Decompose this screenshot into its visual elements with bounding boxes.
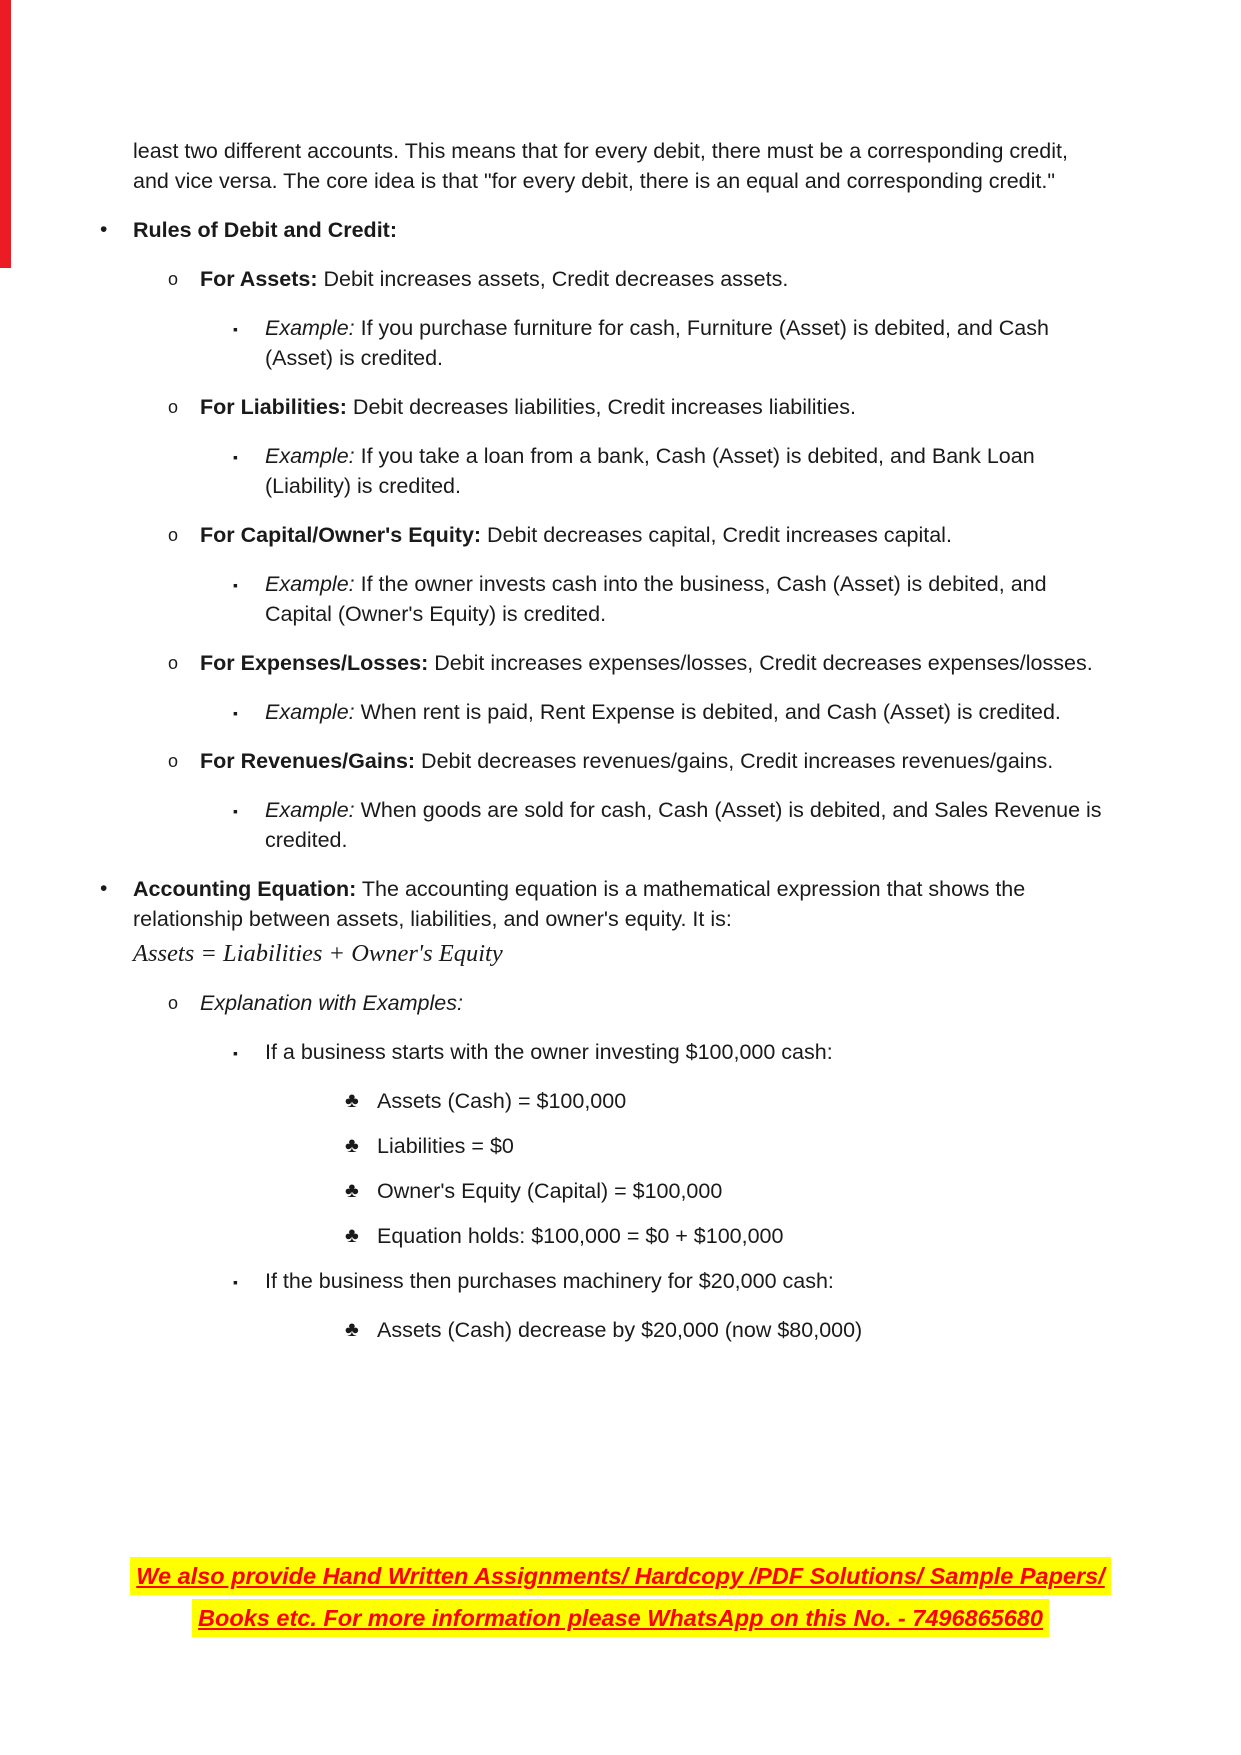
rule-item-assets xyxy=(0,264,1241,294)
document-body xyxy=(0,136,1241,1360)
bullet-square-icon: ▪ xyxy=(233,803,238,819)
bullet-disc-icon: • xyxy=(100,877,108,900)
example-item xyxy=(0,569,1241,629)
rule-text: Debit decreases liabilities, Credit increases liabilities. xyxy=(346,395,856,419)
intro-paragraph: least two different accounts. This means that for every debit, there must be a corresponding credit, and vice versa. The core idea is that "for every debit, there is an equal and corresponding credit." xyxy=(133,139,1068,193)
equation-point-text: Assets (Cash) decrease by $20,000 (now $80,000) xyxy=(377,1318,863,1342)
bullet-square-icon: ▪ xyxy=(233,1045,238,1061)
rule-item-capital xyxy=(0,520,1241,550)
accounting-equation-item xyxy=(0,874,1241,969)
example-item xyxy=(0,697,1241,727)
equation-point-text: Assets (Cash) = $100,000 xyxy=(377,1089,627,1113)
example-text: When rent is paid, Rent Expense is debited, and Cash (Asset) is credited. xyxy=(354,700,1061,724)
rule-label: For Revenues/Gains: xyxy=(200,749,416,773)
equation-point-text: Equation holds: $100,000 = $0 + $100,000 xyxy=(377,1224,784,1248)
equation-point-item xyxy=(0,1086,1241,1116)
explanation-heading: Explanation with Examples: xyxy=(200,991,463,1015)
equation-point-item xyxy=(0,1131,1241,1161)
example-item xyxy=(0,795,1241,855)
equation-point-text: Owner's Equity (Capital) = $100,000 xyxy=(377,1179,723,1203)
bullet-club-icon: ♣ xyxy=(345,1318,359,1341)
footer-line-2: Books etc. For more information please WhatsApp on this No. - 7496865680 xyxy=(192,1599,1049,1637)
equation-example-item xyxy=(0,1037,1241,1067)
equation-point-item xyxy=(0,1315,1241,1345)
rules-heading-item xyxy=(0,215,1241,245)
equation-example-text: If the business then purchases machinery for $20,000 cash: xyxy=(265,1269,834,1293)
example-text: If the owner invests cash into the business, Cash (Asset) is debited, and Capital (Owner's Equity) is credited. xyxy=(265,572,1047,626)
bullet-circle-icon: o xyxy=(168,751,179,771)
bullet-circle-icon: o xyxy=(168,653,179,673)
example-item xyxy=(0,313,1241,373)
example-label: Example: xyxy=(265,444,355,468)
equation-label: Accounting Equation: xyxy=(133,877,357,901)
equation-point-item xyxy=(0,1221,1241,1251)
bullet-club-icon: ♣ xyxy=(345,1134,359,1157)
rule-label: For Capital/Owner's Equity: xyxy=(200,523,482,547)
bullet-square-icon: ▪ xyxy=(233,449,238,465)
bullet-club-icon: ♣ xyxy=(345,1179,359,1202)
rule-item-revenues xyxy=(0,746,1241,776)
example-text: If you purchase furniture for cash, Furniture (Asset) is debited, and Cash (Asset) is credited. xyxy=(265,316,1049,370)
bullet-circle-icon: o xyxy=(168,397,179,417)
footer-line-1: We also provide Hand Written Assignments/ Hardcopy /PDF Solutions/ Sample Papers/ xyxy=(130,1557,1111,1595)
rule-text: Debit increases expenses/losses, Credit decreases expenses/losses. xyxy=(428,651,1093,675)
bullet-square-icon: ▪ xyxy=(233,577,238,593)
bullet-square-icon: ▪ xyxy=(233,705,238,721)
example-item xyxy=(0,441,1241,501)
bullet-circle-icon: o xyxy=(168,269,179,289)
bullet-club-icon: ♣ xyxy=(345,1089,359,1112)
example-label: Example: xyxy=(265,316,355,340)
explanation-heading-item xyxy=(0,988,1241,1018)
rule-item-expenses xyxy=(0,648,1241,678)
equation-example-item xyxy=(0,1266,1241,1296)
bullet-club-icon: ♣ xyxy=(345,1224,359,1247)
equation-point-text: Liabilities = $0 xyxy=(377,1134,514,1158)
example-text: When goods are sold for cash, Cash (Asset) is debited, and Sales Revenue is credited. xyxy=(265,798,1102,852)
example-label: Example: xyxy=(265,572,355,596)
rule-label: For Assets: xyxy=(200,267,318,291)
rule-label: For Expenses/Losses: xyxy=(200,651,429,675)
equation-point-item xyxy=(0,1176,1241,1206)
rule-item-liabilities xyxy=(0,392,1241,422)
rule-label: For Liabilities: xyxy=(200,395,347,419)
equation-example-text: If a business starts with the owner investing $100,000 cash: xyxy=(265,1040,833,1064)
bullet-square-icon: ▪ xyxy=(233,1274,238,1290)
example-label: Example: xyxy=(265,798,355,822)
equation-formula: Assets = Liabilities + Owner's Equity xyxy=(133,940,503,967)
rule-text: Debit increases assets, Credit decreases assets. xyxy=(317,267,789,291)
rule-text: Debit decreases revenues/gains, Credit increases revenues/gains. xyxy=(415,749,1054,773)
bullet-circle-icon: o xyxy=(168,993,179,1013)
rule-text: Debit decreases capital, Credit increases capital. xyxy=(481,523,952,547)
bullet-disc-icon: • xyxy=(100,218,108,241)
rules-heading: Rules of Debit and Credit: xyxy=(133,218,397,242)
bullet-square-icon: ▪ xyxy=(233,321,238,337)
example-text: If you take a loan from a bank, Cash (Asset) is debited, and Bank Loan (Liability) is credited. xyxy=(265,444,1035,498)
equation-text: The accounting equation is a mathematical expression that shows the relationship between assets, liabilities, and owner's equity. It is: xyxy=(133,877,1026,931)
bullet-circle-icon: o xyxy=(168,525,179,545)
footer-banner xyxy=(0,1557,1241,1641)
example-label: Example: xyxy=(265,700,355,724)
